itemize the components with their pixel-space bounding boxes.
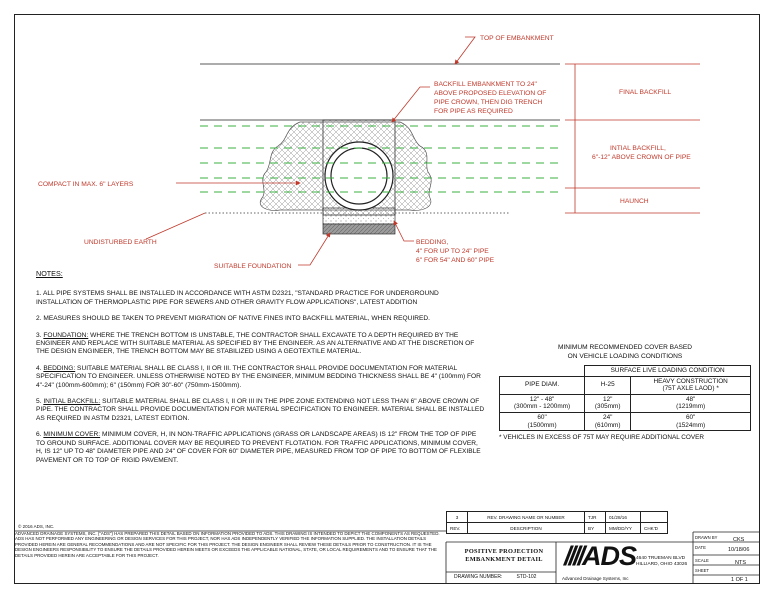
label-compact-layers: COMPACT IN MAX. 6" LAYERS [38,181,134,188]
cover-group-header: SURFACE LIVE LOADING CONDITION [585,366,751,377]
by-header: BY [585,523,606,534]
cover-table [499,365,751,431]
ads-logo-subtitle: Advanced Drainage Systems, Inc [562,576,629,581]
revision-table [446,511,668,534]
label-final-backfill: FINAL BACKFILL [619,89,672,96]
cover-caption [499,344,751,361]
label-bedding-3: 6" FOR 54" AND 60" PIPE [416,257,495,264]
cover-col-h25: H-25 [585,376,631,394]
cover-col-heavy-1: HEAVY CONSTRUCTION [653,377,728,385]
date-label: DATE [695,545,706,550]
label-haunch: HAUNCH [620,198,649,205]
cover-caption-1: MINIMUM RECOMMENDED COVER BASED [557,344,693,351]
cover-col-pipe: PIPE DIAM. [500,376,585,394]
label-backfill-line-4: FOR PIPE AS REQUIRED [434,108,513,115]
drawing-number: STD-102 [516,574,537,580]
notes-title: NOTES: [36,269,63,278]
date-header: MM/DD/YY [606,523,641,534]
drawing-title-1: POSITIVE PROJECTION [464,548,544,555]
chkd-header: CHK'D [641,523,668,534]
label-suitable-foundation: SUITABLE FOUNDATION [214,263,292,270]
drawing-title [454,548,554,564]
drawing-number-label: DRAWING NUMBER: [454,574,503,580]
note-5-body: SUITABLE MATERIAL SHALL BE CLASS I, II OR III IN THE PIPE ZONE EXTENDING NOT LESS THAN 6" ABOVE CROWN OF PIPE. THE CONTRACTOR SHALL PROVIDE DOCUMENTATION FOR MATERIAL SPECIFICATION TO ENGINEER. MATERIAL SHALL BE INSTALLED AS REQUIRED IN ASTM D2321, LATEST EDITION. [36,398,485,422]
desc-header: DESCRIPTION [468,523,585,534]
drawing-number-row [454,574,536,580]
cell: 12" - 48" (300mm - 1200mm) [500,394,585,412]
company-address [636,556,687,568]
copyright: © 2016 ADS, INC. [18,524,55,529]
label-bedding-1: BEDDING, [416,239,449,246]
table-row [500,412,751,430]
sheet-label: SHEET [695,568,709,573]
cover-footnote: * VEHICLES IN EXCESS OF 75T MAY REQUIRE ADDITIONAL COVER [499,434,705,442]
label-top-of-embankment: TOP OF EMBANKMENT [480,35,554,42]
label-undisturbed-earth: UNDISTURBED EARTH [84,239,157,246]
note-2: 2. MEASURES SHOULD BE TAKEN TO PREVENT MIGRATION OF NATIVE FINES INTO BACKFILL MATERIAL, WHEN REQUIRED. [36,315,430,323]
label-backfill-line-3: PIPE CROWN, THEN DIG TRENCH [434,99,543,106]
sheet-value: 1 OF 1 [731,577,748,583]
ads-logo: ////ADS [564,541,637,571]
cell: 60" (1524mm) [631,412,751,430]
note-3-body: WHERE THE TRENCH BOTTOM IS UNSTABLE, THE CONTRACTOR SHALL EXCAVATE TO A DEPTH REQUIRED BY THE ENGINEER AND REPLACE WITH SUITABLE MATERIAL AS SPECIFIED BY THE ENGINEER. AS AN ALTERNATIVE AND AT THE DISCRETION OF THE DESIGN ENGINEER, THE TRENCH BOTTOM MAY BE STABILIZED USING A GEOTEXTILE MATERIAL. [36,331,475,356]
rev-date: 01/28/16 [606,512,641,523]
label-initial-backfill-1: INTIAL BACKFILL, [610,145,666,152]
cell: 60" (1500mm) [500,412,585,430]
note-6-body: MINIMUM COVER, H, IN NON-TRAFFIC APPLICATIONS (GRASS OR LANDSCAPE AREAS) IS 12" FROM THE TOP OF PIPE TO GROUND SURFACE. ADDITIONAL COVER MAY BE REQUIRED TO PREVENT FLOTATION. FOR TRAFFIC APPLICATIONS, MINIMUM COVER, H, IS 12" UP TO 48" DIAMETER PIPE AND 24" OF COVER FOR 60" DIAMETER PIPE, MEASURED FROM TOP OF PIPE TO BOTTOM OF FLEXIBLE PAVEMENT OR TO TOP OF RIGID PAVEMENT. [36,431,481,464]
scale-value: NTS [735,560,746,566]
notes-section [36,270,486,473]
note-1: 1. ALL PIPE SYSTEMS SHALL BE INSTALLED IN ACCORDANCE WITH ASTM D2321, "STANDARD PRACTICE FOR UNDERGROUND INSTALLATION OF THERMOPLASTIC PIPE FOR SEWERS AND OTHER GRAVITY FLOW APPLICATIONS", LATEST ADDITION [36,290,439,306]
note-4: 4. BEDDING: SUITABLE MATERIAL SHALL BE CLASS I, II OR III. THE CONTRACTOR SHALL PROVIDE DOCUMENTATION FOR MATERIAL SPECIFICATION TO ENGINEER. UNLESS OTHERWISE NOTED BY THE ENGINEER, MINIMUM BEDDING THICKNESS SHALL BE 4" (100mm) FOR 4"-24" (100mm-600mm); 6" (150mm) FOR 30"-60" (750mm-1500mm). [36,364,481,389]
rev-by: TJR [585,512,606,523]
cover-table-section [499,344,751,441]
label-backfill-line-2: ABOVE PROPOSED ELEVATION OF [434,90,547,97]
label-initial-backfill-2: 6"-12" ABOVE CROWN OF PIPE [592,154,691,161]
label-backfill-line-1: BACKFILL EMBANKMENT TO 24" [434,81,537,88]
scale-label: SCALE [695,558,709,563]
drawing-title-2: EMBANKMENT DETAIL [465,556,543,563]
table-row [500,394,751,412]
note-6: 6. MINIMUM COVER: MINIMUM COVER, H, IN NON-TRAFFIC APPLICATIONS (GRASS OR LANDSCAPE AREAS) IS 12" FROM THE TOP OF PIPE TO GROUND SURFACE. ADDITIONAL COVER MAY BE REQUIRED TO PREVENT FLOTATION. FOR TRAFFIC APPLICATIONS, MINIMUM COVER, H, IS 12" UP TO 48" DIAMETER PIPE AND 24" OF COVER FOR 60" DIAMETER PIPE, MEASURED FROM TOP OF PIPE TO BOTTOM OF FLEXIBLE PAVEMENT OR TO TOP OF RIGID PAVEMENT. [36,431,481,464]
drawn-by-label: DRAWN BY [695,535,718,540]
note-3: 3. FOUNDATION: WHERE THE TRENCH BOTTOM IS UNSTABLE, THE CONTRACTOR SHALL EXCAVATE TO A DEPTH REQUIRED BY THE ENGINEER AND REPLACE WITH SUITABLE MATERIAL AS SPECIFIED BY THE ENGINEER. AS AN ALTERNATIVE AND AT THE DISCRETION OF THE DESIGN ENGINEER, THE TRENCH BOTTOM MAY BE STABILIZED USING A GEOTEXTILE MATERIAL. [36,331,475,356]
note-6-heading: MINIMUM COVER: [43,431,101,439]
label-bedding-2: 4" FOR UP TO 24" PIPE [416,248,489,255]
note-5-heading: INITIAL BACKFILL: [43,398,101,406]
date-value: 10/18/06 [728,547,750,553]
drawn-by: CKS [733,537,745,543]
address-line-2: HILLIARD, OHIO 43026 [636,562,688,567]
cover-col-heavy-2: (75T AXLE LAOD) * [662,385,719,393]
note-4-heading: BEDDING: [43,364,76,372]
ads-logo-text: ADS [582,541,637,571]
cell: 12" (305mm) [585,394,631,412]
note-5: 5. INITIAL BACKFILL: SUITABLE MATERIAL SHALL BE CLASS I, II OR III IN THE PIPE ZONE EXTENDING NOT LESS THAN 6" ABOVE CROWN OF PIPE. THE CONTRACTOR SHALL PROVIDE DOCUMENTATION FOR MATERIAL SPECIFICATION TO ENGINEER. MATERIAL SHALL BE INSTALLED AS REQUIRED IN ASTM D2321, LATEST EDITION. [36,398,485,422]
cell: 24" (610mm) [585,412,631,430]
address-line-1: 4640 TRUEMAN BLVD [636,556,686,561]
rev-header: REV. [447,523,468,534]
cover-col-heavy [631,376,751,394]
cover-caption-2: ON VEHICLE LOADING CONDITIONS [567,352,683,360]
cell: 48" (1219mm) [631,394,751,412]
rev-number: 3 [447,512,468,523]
note-4-body: SUITABLE MATERIAL SHALL BE CLASS I, II OR III. THE CONTRACTOR SHALL PROVIDE DOCUMENTATION FOR MATERIAL SPECIFICATION TO ENGINEER. UNLESS OTHERWISE NOTED BY THE ENGINEER, MINIMUM BEDDING THICKNESS SHALL BE 4" (100mm) FOR 4"-24" (100mm-600mm); 6" (150mm) FOR 30"-60" (750mm-1500mm). [36,364,481,389]
pipe-inner [331,148,387,204]
foundation-layer [323,224,395,234]
note-3-heading: FOUNDATION: [43,331,89,339]
rev-description: REV. DRAWING NAME OR NUMBER [468,512,585,523]
disclaimer: ADVANCED DRAINAGE SYSTEMS, INC. ("ADS") HAS PREPARED THIS DETAIL BASED ON INFORMATION PROVIDED TO ADS. THIS DRAWING IS INTENDED TO DEPICT THE COMPONENTS AS REQUESTED. ADS HAS NOT PERFORMED ANY ENGINEERING OR DESIGN SERVICES FOR THIS PROJECT, NOR HAS ADS INDEPENDENTLY VERIFIED THE INFORMATION SUPPLIED. THE INSTALLATION DETAILS PROVIDED HEREIN ARE GENERAL RECOMMENDATIONS AND ARE NOT SPECIFIC FOR THIS PROJECT. THE DESIGN ENGINEER SHALL REVIEW THESE DETAILS PRIOR TO CONSTRUCTION. IT IS THE DESIGN ENGINEERS RESPONSIBILITY TO ENSURE THE DETAILS PROVIDED HEREIN MEETS OR EXCEEDS THE APPLICABLE NATIONAL, STATE, OR LOCAL REQUIREMENTS AND TO ENSURE THAT THE DETAILS PROVIDED HEREIN ARE ACCEPTABLE FOR THIS PROJECT. [15,531,440,558]
